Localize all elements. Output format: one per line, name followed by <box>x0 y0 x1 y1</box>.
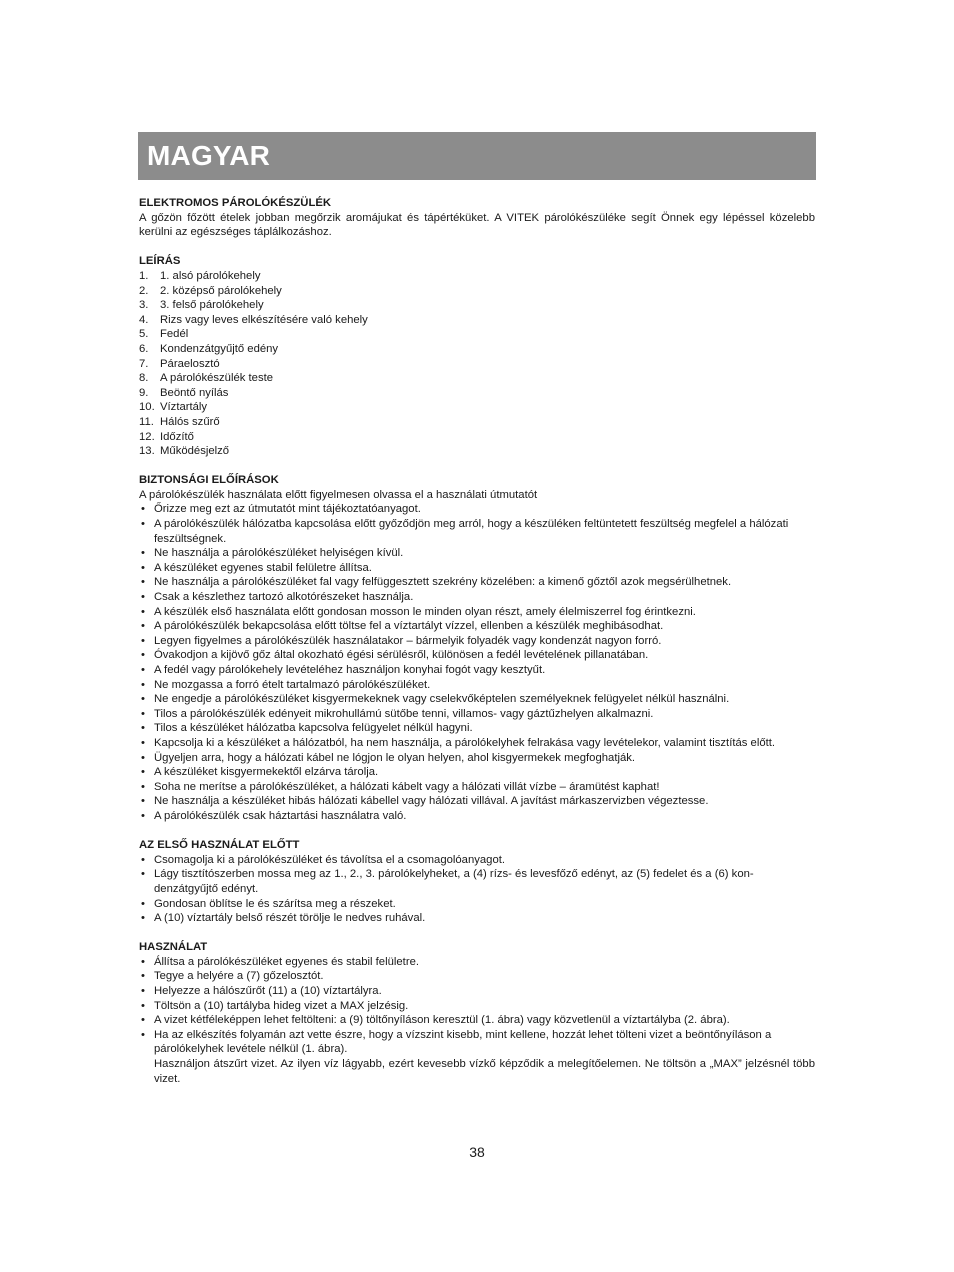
list-item <box>139 721 815 736</box>
list-item <box>139 357 815 372</box>
item-text: Kondenzátgyűjtő edény <box>160 342 279 355</box>
list-item <box>139 590 815 605</box>
intro-paragraph: A gőzön főzött ételek jobban megőrzik aromájukat és tápértéküket. A VITEK párolókészüléke segít Önnek egy lépéssel közelebb kerülni az egészséges táplálkozáshoz. <box>139 211 815 239</box>
safety-section <box>139 473 815 823</box>
item-text: Csak a készlethez tartozó alkotórészeket használja. <box>154 591 414 604</box>
list-item <box>139 502 815 517</box>
item-number: 9. <box>139 386 149 399</box>
safety-lead: A párolókészülék használata előtt figyelmesen olvassa el a használati útmutatót <box>139 488 538 501</box>
bullet: • <box>141 707 145 720</box>
bullet: • <box>141 1014 145 1027</box>
item-text: Töltsön a (10) tartályba hideg vizet a MAX jelzésig. <box>154 999 409 1012</box>
bullet: • <box>141 664 145 676</box>
list-item <box>139 751 815 766</box>
item-text: Ügyeljen arra, hogy a hálózati kábel ne lógjon le olyan helyen, ahol kisgyermekek megfoghatják. <box>154 751 636 764</box>
item-text: Tilos a párolókészülék edényeit mikrohullámú sütőbe tenni, villamos- vagy gáztűzhelyen alkalmazni. <box>154 707 654 720</box>
bullet: • <box>141 868 145 881</box>
list-item <box>139 342 815 357</box>
list-item <box>139 999 815 1014</box>
item-text: Csomagolja ki a párolókészüléket és távolítsa el a csomagolóanyagot. <box>154 853 506 866</box>
list-item <box>139 867 815 896</box>
bullet: • <box>141 780 145 793</box>
item-text: Legyen figyelmes a párolókészülék használatakor – bármelyik folyadék vagy kondenzát nagyon forró. <box>154 634 662 647</box>
list-item <box>139 546 815 561</box>
list-item <box>139 897 815 912</box>
bullet: • <box>141 751 145 764</box>
bullet: • <box>141 678 145 691</box>
list-item <box>139 400 815 415</box>
bullet: • <box>141 912 145 925</box>
item-number: 2. <box>139 284 149 297</box>
item-text: Ne használja a párolókészüléket fal vagy felfüggesztett szekrény közelében: a kimenő gőztől azok megsérülhetnek. <box>154 576 732 589</box>
usage-note: Használjon átszűrt vizet. Az ilyen víz lágyabb, ezért kevesebb vízkő képződik a melegítőelemen. Ne töltsön a „MAX” jelzésnél több vizet. <box>154 1058 815 1085</box>
item-number: 10. <box>139 401 155 414</box>
item-text: A (10) víztartály belső részét törölje le nedves ruhával. <box>154 912 426 925</box>
item-number: 3. <box>139 299 149 312</box>
item-number: 1. <box>139 269 149 282</box>
usage-list <box>139 955 815 1057</box>
item-text: Ne mozgassa a forró ételt tartalmazó párolókészüléket. <box>154 678 431 691</box>
bullet: • <box>141 809 145 822</box>
bullet: • <box>141 605 145 618</box>
list-item <box>139 298 815 313</box>
item-text: A készüléket kisgyermekektől elzárva tárolja. <box>154 766 379 779</box>
item-number: 8. <box>139 372 149 385</box>
item-text: Működésjelző <box>160 445 230 458</box>
list-item <box>139 415 815 430</box>
item-text: Ne használja a párolókészüléket helyiségen kívül. <box>154 547 404 560</box>
item-text: Rizs vagy leves elkészítésére való kehely <box>160 313 368 326</box>
bullet: • <box>141 999 145 1012</box>
item-text: A készülék első használata előtt gondosan mosson le minden olyan részt, amely élelmiszerrel fog érintkezni. <box>154 605 696 618</box>
description-section <box>139 254 815 458</box>
bullet: • <box>141 620 145 633</box>
bullet: • <box>141 795 145 808</box>
item-text: A vizet kétféleképpen lehet feltölteni: a (9) töltőnyíláson keresztül (1. ábra) vagy közvetlenül a víztartályba (2. ábra). <box>154 1014 730 1027</box>
item-number: 4. <box>139 313 149 326</box>
item-text: Tegye a helyére a (7) gőzelosztót. <box>154 970 324 983</box>
item-text: 1. alsó párolókehely <box>160 269 261 282</box>
list-item <box>139 663 815 678</box>
list-item <box>139 765 815 780</box>
list-item <box>139 430 815 445</box>
bullet: • <box>141 722 145 735</box>
item-text: Víztartály <box>160 401 208 414</box>
item-text: A párolókészülék csak háztartási használatra való. <box>154 809 407 822</box>
item-text: Állítsa a párolókészüléket egyenes és stabil felületre. <box>154 955 419 968</box>
item-text: Ha az elkészítés folyamán azt vette észre, hogy a vízszint kisebb, mint kellene, hozzát lehet tölteni vizet a beöntőnyíláson a párolókelyhek levétele nélkül (1. ábra). <box>154 1028 772 1056</box>
bullet: • <box>141 766 145 779</box>
list-item <box>139 634 815 649</box>
bullet: • <box>141 955 145 968</box>
item-number: 6. <box>139 342 149 355</box>
item-text: Hálós szűrő <box>160 415 220 428</box>
bullet: • <box>141 518 145 531</box>
bullet: • <box>141 576 145 589</box>
bullet: • <box>141 561 145 574</box>
bullet: • <box>141 693 145 706</box>
bullet: • <box>141 853 145 866</box>
list-item <box>139 561 815 576</box>
list-item <box>139 313 815 328</box>
list-item <box>139 517 815 546</box>
safety-list <box>139 502 815 823</box>
bullet: • <box>141 503 145 516</box>
item-text: Gondosan öblítse le és szárítsa meg a részeket. <box>154 897 396 910</box>
main-content <box>139 196 815 1101</box>
page-title: MAGYAR <box>147 140 271 171</box>
section-title: AZ ELSŐ HASZNÁLAT ELŐTT <box>139 839 300 852</box>
item-number: 11. <box>139 415 154 428</box>
bullet: • <box>141 897 145 910</box>
list-item <box>139 809 815 824</box>
list-item <box>139 794 815 809</box>
item-text: Őrizze meg ezt az útmutatót mint tájékoztatóanyagot. <box>154 503 421 516</box>
item-text: Ne használja a készüléket hibás hálózati kábellel vagy hálózati villával. A javítást márkaszervizben végeztesse. <box>154 795 709 808</box>
item-text: Óvakodjon a kijövő gőz által okozható égési sérülésről, különösen a fedél levételének pillanatában. <box>154 649 649 662</box>
item-text: A készüléket egyenes stabil felületre állítsa. <box>154 561 372 574</box>
list-item <box>139 707 815 722</box>
list-item <box>139 619 815 634</box>
list-item <box>139 269 815 284</box>
list-item <box>139 984 815 999</box>
list-item <box>139 969 815 984</box>
item-number: 12. <box>139 430 155 443</box>
bullet: • <box>141 591 145 604</box>
list-item <box>139 575 815 590</box>
item-text: Fedél <box>160 328 189 341</box>
item-text: A párolókészülék teste <box>160 372 274 385</box>
list-item <box>139 284 815 299</box>
list-item <box>139 444 815 459</box>
section-title: HASZNÁLAT <box>139 941 208 954</box>
intro-section <box>139 196 815 240</box>
bullet: • <box>141 736 145 749</box>
item-text: 2. középső párolókehely <box>160 284 282 297</box>
list-item <box>139 605 815 620</box>
list-item <box>139 1028 815 1057</box>
item-text: Páraelosztó <box>160 357 220 370</box>
bullet: • <box>141 970 145 983</box>
item-text: Ne engedje a párolókészüléket kisgyermekeknek vagy cselekvőképtelen személyeknek felügyelet nélkül használni. <box>154 693 730 706</box>
list-item <box>139 327 815 342</box>
item-number: 7. <box>139 357 149 370</box>
item-text: Lágy tisztítószerben mossa meg az 1., 2., 3. párolókelyheket, a (4) rízs- és levesfőző edényt, az (5) fedelet és a (6) kon-denzátgyűjtő edényt. <box>154 868 754 895</box>
usage-section <box>139 940 815 1086</box>
first-use-section <box>139 838 815 926</box>
item-text: A fedél vagy párolókehely levételéhez használjon konyhai fogót vagy kesztyűt. <box>154 664 546 676</box>
item-number: 13. <box>139 445 155 458</box>
item-text: Helyezze a hálószűrőt (11) a (10) víztartályra. <box>154 985 382 998</box>
bullet: • <box>141 634 145 647</box>
bullet: • <box>141 985 145 998</box>
list-item <box>139 692 815 707</box>
bullet: • <box>141 649 145 662</box>
parts-list <box>139 269 815 459</box>
section-title: LEÍRÁS <box>139 255 181 268</box>
bullet: • <box>141 1028 145 1041</box>
first-use-list <box>139 853 815 926</box>
list-item <box>139 678 815 693</box>
list-item <box>139 1013 815 1028</box>
list-item <box>139 955 815 970</box>
item-text: Beöntő nyílás <box>160 386 229 399</box>
page-number: 38 <box>469 1144 485 1160</box>
list-item <box>139 853 815 868</box>
section-title: BIZTONSÁGI ELŐÍRÁSOK <box>139 474 279 487</box>
header-bar <box>138 132 816 180</box>
item-text: A párolókészülék bekapcsolása előtt töltse fel a víztartályt vízzel, ellenben a készülék meghibásodhat. <box>154 620 664 633</box>
item-text: Tilos a készüléket hálózatba kapcsolva felügyelet nélkül hagyni. <box>154 722 473 735</box>
bullet: • <box>141 547 145 560</box>
list-item <box>139 736 815 751</box>
section-title: ELEKTROMOS PÁROLÓKÉSZÜLÉK <box>139 197 332 209</box>
item-text: Kapcsolja ki a készüléket a hálózatból, ha nem használja, a párolókelyhek felrakása vagy levételekor, valamint tisztítás előtt. <box>154 736 776 749</box>
item-text: 3. felső párolókehely <box>160 299 264 312</box>
list-item <box>139 648 815 663</box>
item-text: Soha ne merítse a párolókészüléket, a hálózati kábelt vagy a hálózati villát vízbe – áramütést kaphat! <box>154 780 660 793</box>
item-number: 5. <box>139 328 149 341</box>
item-text: Időzítő <box>160 430 194 443</box>
list-item <box>139 386 815 401</box>
list-item <box>139 911 815 926</box>
list-item <box>139 780 815 795</box>
item-text: A párolókészülék hálózatba kapcsolása előtt győződjön meg arról, hogy a készüléken feltüntetett feszültség megfelel a hálózati feszültségnek. <box>154 518 789 545</box>
list-item <box>139 371 815 386</box>
